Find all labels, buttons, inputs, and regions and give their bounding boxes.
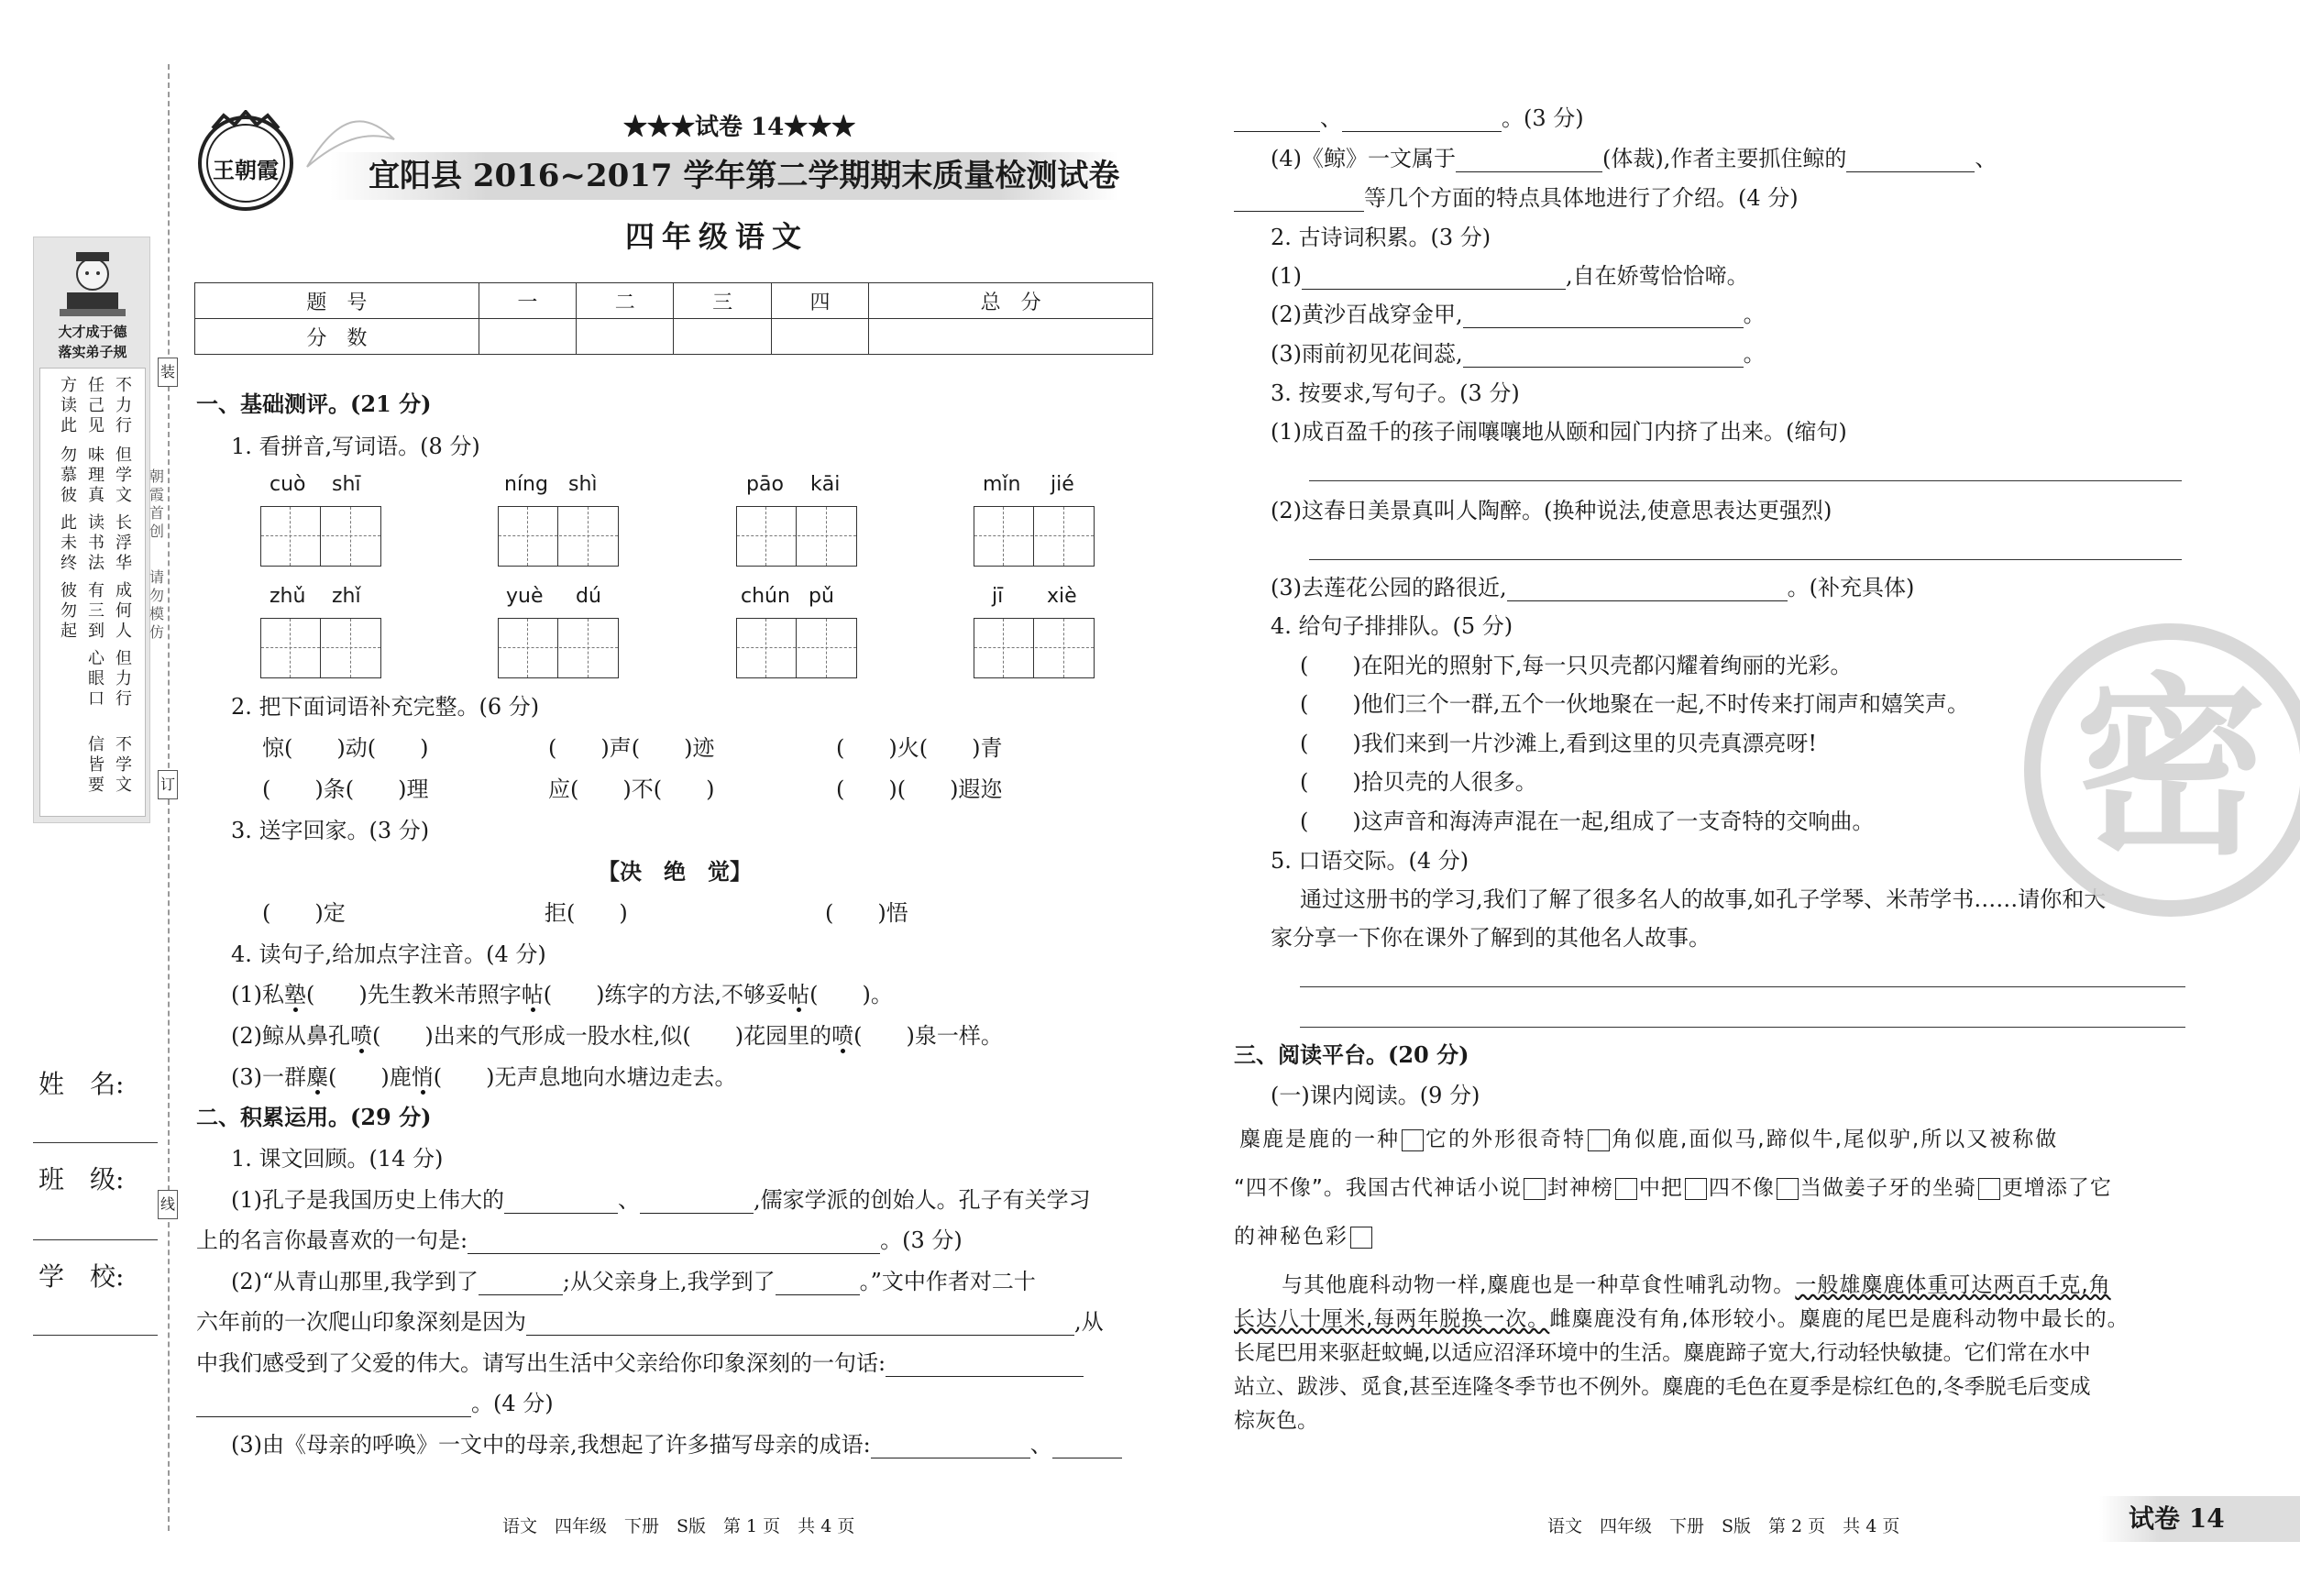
pinyin: pāo xyxy=(746,473,784,496)
writing-grid[interactable] xyxy=(498,618,619,678)
secret-stamp xyxy=(2024,623,2300,917)
s2-q5-text-1: 通过这册书的学习,我们了解了很多名人的故事,如孔子学琴、米芾学书……请你和大 xyxy=(1300,886,2107,912)
seal-label-ding: 订 xyxy=(158,770,178,799)
punct-box[interactable] xyxy=(1588,1129,1610,1151)
pinyin: mǐn xyxy=(983,473,1021,496)
pinyin: níng xyxy=(504,473,548,496)
s2-q3-2: (2)这春日美景真叫人陶醉。(换种说法,使意思表达更强烈) xyxy=(1271,498,1832,523)
s2-q1-1-line2: 上的名言你最喜欢的一句是: 。(3 分) xyxy=(196,1227,963,1253)
s1-q4-sentence-1: (1)私塾( )先生教米芾照字帖( )练字的方法,不够妥帖( )。 xyxy=(231,982,893,1007)
pinyin: shì xyxy=(568,473,598,496)
pinyin: zhǐ xyxy=(332,585,361,608)
s2-q3: 3. 按要求,写句子。(3 分) xyxy=(1271,380,1520,406)
answer-blank[interactable] xyxy=(1463,346,1744,368)
answer-blank[interactable] xyxy=(479,1273,563,1295)
motto-col: 心眼口 xyxy=(88,649,105,709)
s2-q3-3: (3)去莲花公园的路很近, 。(补充具体) xyxy=(1271,575,1915,600)
answer-line[interactable] xyxy=(1300,986,2185,987)
word-blank[interactable]: 拒( ) xyxy=(545,900,628,926)
school-label: 学 校: xyxy=(39,1261,125,1292)
writing-grid[interactable] xyxy=(736,618,857,678)
s2-q1-3-line1: (3)由《母亲的呼唤》一文中的母亲,我想起了许多描写母亲的成语: 、 xyxy=(231,1431,1122,1458)
s2-q1-3-line2: 、 。(3 分) xyxy=(1234,105,1584,132)
poem-line-1: (1) ,自在娇莺恰恰啼。 xyxy=(1271,263,1749,289)
score-table xyxy=(194,282,1153,355)
section-1-heading: 一、基础测评。(21 分) xyxy=(196,391,432,417)
pinyin: jié xyxy=(1051,473,1074,496)
answer-blank[interactable] xyxy=(776,1273,860,1295)
motto-col: 此未终 xyxy=(61,513,77,573)
writing-grid[interactable] xyxy=(498,506,619,567)
idiom-blank[interactable]: 惊( )动( ) xyxy=(262,735,429,761)
score-header-cell: 题 号 xyxy=(195,283,479,319)
s2-q1-4-line2: 等几个方面的特点具体地进行了介绍。(4 分) xyxy=(1234,184,1799,212)
motto-bottom: 落实弟子规 xyxy=(58,344,127,360)
class-field[interactable] xyxy=(33,1239,158,1240)
score-cell[interactable] xyxy=(869,319,1153,355)
writing-grid[interactable] xyxy=(974,618,1095,678)
writing-grid[interactable] xyxy=(260,506,381,567)
exam-title: 宜阳县 2016~2017 学年第二学期期末质量检测试卷 xyxy=(369,158,1120,194)
punct-box[interactable] xyxy=(1777,1178,1799,1200)
score-cell[interactable] xyxy=(771,319,868,355)
motto-col: 勿慕彼 xyxy=(61,446,77,505)
pinyin: yuè xyxy=(506,585,544,608)
motto-col: 任己见 xyxy=(88,376,105,435)
poem-line-3: (3)雨前初见花间蕊, 。 xyxy=(1271,341,1766,367)
motto-top: 大才成于德 xyxy=(58,324,127,340)
motto-col: 方读此 xyxy=(61,376,77,435)
answer-blank[interactable] xyxy=(504,1192,618,1214)
s2-q4: 4. 给句子排排队。(5 分) xyxy=(1271,613,1513,639)
s2-q1-1-line1: (1)孔子是我国历史上伟大的 、 ,儒家学派的创始人。孔子有关学习 xyxy=(231,1187,1091,1213)
pinyin: xiè xyxy=(1047,585,1077,608)
pinyin: dú xyxy=(576,585,601,608)
pinyin: kāi xyxy=(810,473,841,496)
paper-number: ★★★试卷 14★★★ xyxy=(623,114,856,141)
motto-col: 彼勿起 xyxy=(61,581,77,641)
publisher-logo-text: 王朝霞 xyxy=(213,158,279,183)
motto-col: 成何人 xyxy=(116,581,132,641)
passage-line-3: 的神秘色彩 xyxy=(1234,1223,1374,1250)
s2-q5-text-2: 家分享一下你在课外了解到的其他名人故事。 xyxy=(1271,925,1711,951)
section-3-heading: 三、阅读平台。(20 分) xyxy=(1234,1041,1469,1068)
motto-col: 读书法 xyxy=(88,513,105,573)
s2-q1-2-line2: 六年前的一次爬山印象深刻是因为 ,从 xyxy=(196,1309,1104,1335)
pinyin: cuò xyxy=(270,473,306,496)
punct-box[interactable] xyxy=(1524,1178,1546,1200)
punct-box[interactable] xyxy=(1978,1178,2000,1200)
motto-col: 不学文 xyxy=(116,735,132,795)
s1-q4: 4. 读句子,给加点字注音。(4 分) xyxy=(231,941,546,967)
answer-blank[interactable] xyxy=(1342,110,1502,132)
order-item[interactable]: ( )拾贝壳的人很多。 xyxy=(1300,769,1537,795)
score-cell[interactable] xyxy=(577,319,674,355)
idiom-blank[interactable]: ( )声( )迹 xyxy=(548,735,715,761)
s1-q2: 2. 把下面词语补充完整。(6 分) xyxy=(231,694,540,720)
motto-card xyxy=(33,237,150,823)
pinyin: chún xyxy=(741,585,790,608)
motto-text-panel xyxy=(39,368,146,817)
order-item[interactable]: ( )这声音和海涛声混在一起,组成了一支奇特的交响曲。 xyxy=(1300,809,1875,834)
motto-col: 长浮华 xyxy=(116,513,132,573)
seal-label-xian: 线 xyxy=(158,1190,178,1219)
word-blank[interactable]: ( )悟 xyxy=(825,900,908,926)
answer-blank[interactable] xyxy=(1234,190,1364,212)
order-item[interactable]: ( )在阳光的照射下,每一只贝壳都闪耀着绚丽的光彩。 xyxy=(1300,653,1853,678)
score-cell[interactable] xyxy=(674,319,771,355)
passage-line-6: 长尾巴用来驱赶蚊蝇,以适应沼泽环境中的生活。麋鹿蹄子宽大,行动轻快敏捷。它们常在水中 xyxy=(1234,1341,2091,1365)
name-field[interactable] xyxy=(33,1142,158,1143)
pinyin: shī xyxy=(332,473,361,496)
motto-col: 不力行 xyxy=(116,376,132,435)
pinyin: pǔ xyxy=(809,585,834,608)
idiom-blank[interactable]: ( )( )遐迩 xyxy=(836,776,1003,802)
answer-blank[interactable] xyxy=(1052,1436,1122,1458)
answer-blank[interactable] xyxy=(1456,150,1602,172)
idiom-blank[interactable]: ( )火( )青 xyxy=(836,735,1003,761)
section-2-heading: 二、积累运用。(29 分) xyxy=(196,1104,432,1130)
scholar-illustration xyxy=(54,245,131,320)
passage-line-1: 麋鹿是鹿的一种 它的外形很奇特 角似鹿,面似马,蹄似牛,尾似驴,所以又被称做 xyxy=(1239,1128,2059,1151)
s1-q4-sentence-3: (3)一群麋( )鹿悄( )无声息地向水塘边走去。 xyxy=(231,1064,737,1090)
footer-right: 语文 四年级 下册 S版 第 2 页 共 4 页 xyxy=(1547,1516,1900,1536)
name-label: 姓 名: xyxy=(39,1069,125,1099)
score-header-cell: 三 xyxy=(674,283,771,319)
passage-line-5: 长达八十厘米,每两年脱换一次。雌麋鹿没有角,体形较小。麋鹿的尾巴是鹿科动物中最长的。 xyxy=(1234,1307,2129,1331)
s2-q1-2-line3: 中我们感受到了父爱的伟大。请写出生活中父亲给你印象深刻的一句话: xyxy=(196,1349,1084,1377)
order-item[interactable]: ( )他们三个一群,五个一伙地聚在一起,不时传来打闹声和嬉笑声。 xyxy=(1300,691,1969,717)
motto-col: 但力行 xyxy=(116,649,132,709)
copyright-col-1: 朝霞首创 xyxy=(149,468,164,540)
punct-box[interactable] xyxy=(1402,1129,1424,1151)
binding-margin xyxy=(0,0,183,1596)
motto-col: 但学文 xyxy=(116,446,132,505)
class-label: 班 级: xyxy=(39,1164,125,1194)
s2-q1-2-line1: (2)“从青山那里,我学到了 ;从父亲身上,我学到了 。”文中作者对二十 xyxy=(231,1269,1036,1294)
passage-line-4: 与其他鹿科动物一样,麋鹿也是一种草食性哺乳动物。一般雄麋鹿体重可达两百千克,角 xyxy=(1282,1273,2111,1297)
s1-q3: 3. 送字回家。(3 分) xyxy=(231,818,430,843)
passage-line-7: 站立、跋涉、觅食,甚至连隆冬季节也不例外。麋鹿的毛色在夏季是棕红色的,冬季脱毛后变成 xyxy=(1234,1375,2091,1399)
answer-blank[interactable] xyxy=(1234,110,1320,132)
score-row-label: 分 数 xyxy=(195,319,479,355)
answer-blank[interactable] xyxy=(196,1395,471,1417)
passage-line-2: “四不像”。我国古代神话小说 封神榜 中把 四不像 当做姜子牙的坐骑 更增添了它 xyxy=(1234,1176,2112,1200)
order-item[interactable]: ( )我们来到一片沙滩上,看到这里的贝壳真漂亮呀! xyxy=(1300,731,1817,756)
s2-q2: 2. 古诗词积累。(3 分) xyxy=(1271,225,1491,250)
score-header-cell: 一 xyxy=(479,283,576,319)
motto-col: 味理真 xyxy=(88,446,105,505)
word-blank[interactable]: ( )定 xyxy=(262,900,346,926)
answer-line[interactable] xyxy=(1309,559,2182,560)
punct-box[interactable] xyxy=(1350,1227,1372,1249)
s1-q4-sentence-2: (2)鲸从鼻孔喷( )出来的气形成一股水柱,似( )花园里的喷( )泉一样。 xyxy=(231,1023,1003,1049)
paper-badge-text: 试卷 14 xyxy=(2129,1503,2225,1534)
writing-grid[interactable] xyxy=(974,506,1095,567)
pinyin: jī xyxy=(992,585,1004,608)
score-header-cell: 总 分 xyxy=(869,283,1153,319)
answer-blank[interactable] xyxy=(1463,306,1744,328)
motto-col: 信皆要 xyxy=(88,735,105,795)
answer-line[interactable] xyxy=(1300,1027,2185,1028)
score-header-cell: 二 xyxy=(577,283,674,319)
footer-left: 语文 四年级 下册 S版 第 1 页 共 4 页 xyxy=(502,1516,855,1536)
writing-grid[interactable] xyxy=(736,506,857,567)
motto-col: 有三到 xyxy=(88,581,105,641)
answer-blank[interactable] xyxy=(1846,150,1975,172)
subject-title: 四年级语文 xyxy=(625,219,809,254)
s2-q1-2-line4: 。(4 分) xyxy=(196,1390,554,1417)
writing-grid[interactable] xyxy=(260,618,381,678)
pinyin: zhǔ xyxy=(270,585,306,608)
s2-q3-1: (1)成百盈千的孩子闹嚷嚷地从颐和园门内挤了出来。(缩句) xyxy=(1271,419,1847,445)
s2-q1: 1. 课文回顾。(14 分) xyxy=(231,1146,444,1172)
copyright-col-2: 请勿模仿 xyxy=(149,568,164,641)
word-choices: 【决 绝 觉】 xyxy=(598,858,752,885)
s3-sub1: (一)课内阅读。(9 分) xyxy=(1271,1083,1480,1108)
punct-box[interactable] xyxy=(1615,1178,1637,1200)
score-cell[interactable] xyxy=(479,319,576,355)
seal-label-zhuang: 装 xyxy=(158,358,178,387)
answer-blank[interactable] xyxy=(1507,579,1788,601)
s2-q5: 5. 口语交际。(4 分) xyxy=(1271,848,1469,874)
passage-line-8: 棕灰色。 xyxy=(1234,1409,1318,1433)
publisher-logo xyxy=(194,110,297,213)
punct-box[interactable] xyxy=(1685,1178,1707,1200)
answer-blank[interactable] xyxy=(1302,268,1566,290)
score-header-cell: 四 xyxy=(771,283,868,319)
answer-line[interactable] xyxy=(1309,480,2182,481)
s1-q1: 1. 看拼音,写词语。(8 分) xyxy=(231,434,480,459)
paper-badge xyxy=(2099,1496,2300,1542)
poem-line-2: (2)黄沙百战穿金甲, 。 xyxy=(1271,302,1766,327)
idiom-blank[interactable]: 应( )不( ) xyxy=(548,776,715,802)
answer-blank[interactable] xyxy=(871,1436,1030,1458)
school-field[interactable] xyxy=(33,1335,158,1336)
answer-blank[interactable] xyxy=(886,1355,1084,1377)
idiom-blank[interactable]: ( )条( )理 xyxy=(262,776,429,802)
answer-blank[interactable] xyxy=(640,1192,754,1214)
answer-blank[interactable] xyxy=(526,1314,1074,1336)
answer-blank[interactable] xyxy=(468,1232,880,1254)
secret-stamp-char: 密 xyxy=(2074,655,2267,881)
s2-q1-4-line1: (4)《鲸》一文属于 (体裁),作者主要抓住鲸的 、 xyxy=(1271,146,1997,171)
